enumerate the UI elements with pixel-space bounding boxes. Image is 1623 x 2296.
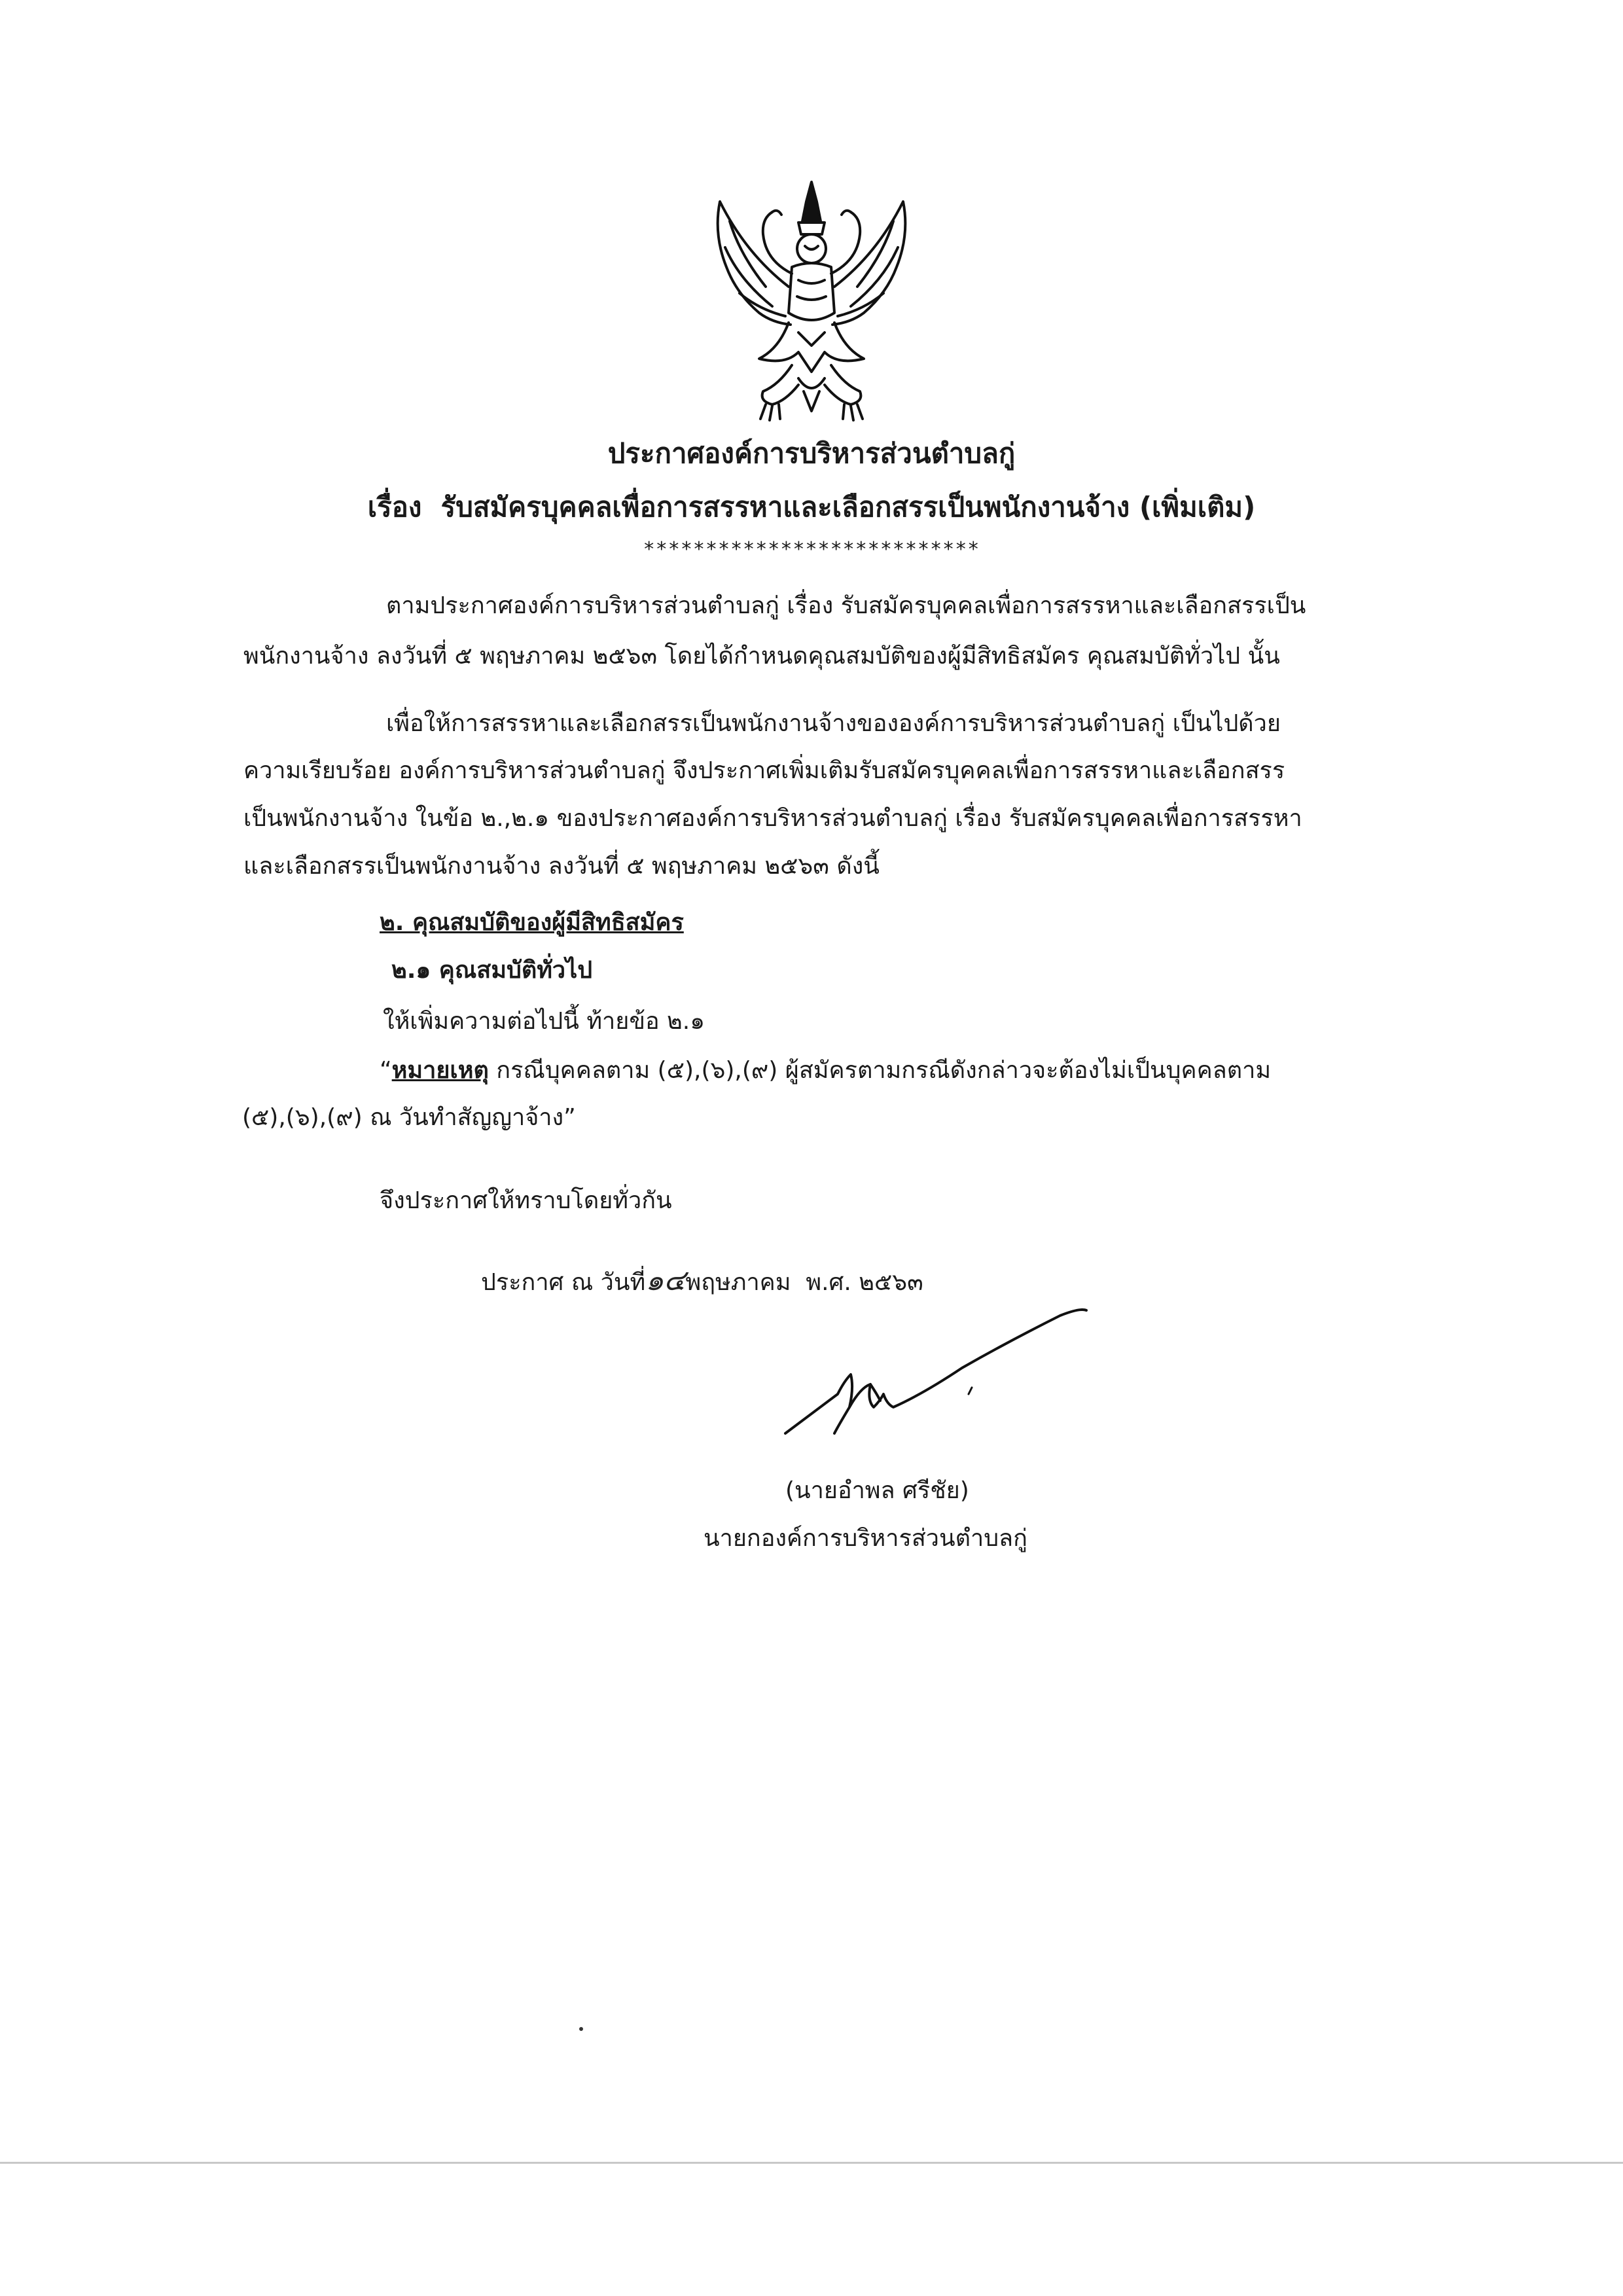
scan-fold-line: [0, 2162, 1623, 2164]
subject-label: เรื่อง: [367, 491, 422, 523]
paragraph1-line1: ตามประกาศองค์การบริหารส่วนตำบลกู่ เรื่อง รับสมัครบุคคลเพื่อการสรรหาและเลือกสรรเป็น: [386, 592, 1306, 619]
scan-speck: [579, 2027, 583, 2031]
date-year: ๒๕๖๓: [859, 1269, 923, 1296]
garuda-emblem: [700, 175, 923, 424]
paragraph2-line4: และเลือกสรรเป็นพนักงานจ้าง ลงวันที่ ๕ พฤษภาคม ๒๕๖๓ ดังนี้: [243, 853, 880, 880]
paragraph2-line2: ความเรียบร้อย องค์การบริหารส่วนตำบลกู่ จึงประกาศเพิ่มเติมรับสมัครบุคคลเพื่อการสรรหาและเลือกสรร: [243, 757, 1285, 784]
closing-text: จึงประกาศให้ทราบโดยทั่วกัน: [380, 1187, 672, 1214]
note-text: กรณีบุคคลตาม (๕),(๖),(๙) ผู้สมัครตามกรณีดังกล่าวจะต้องไม่เป็นบุคคลตาม: [488, 1057, 1272, 1084]
title-separator: ***************************: [643, 538, 980, 561]
date-prefix: ประกาศ ณ วันที่: [481, 1269, 646, 1296]
instruction-text: ให้เพิ่มความต่อไปนี้ ท้ายข้อ ๒.๑: [383, 1008, 705, 1035]
announcement-date: [481, 1266, 923, 1295]
paragraph1-line2: พนักงานจ้าง ลงวันที่ ๕ พฤษภาคม ๒๕๖๓ โดยได้กำหนดคุณสมบัติของผู้มีสิทธิสมัคร คุณสมบัติทั่วไป นั้น: [243, 643, 1280, 670]
handwritten-day: ๑๔: [645, 1264, 686, 1297]
announcement-title: ประกาศองค์การบริหารส่วนตำบลกู่: [607, 437, 1016, 469]
paragraph2-line3: เป็นพนักงานจ้าง ในข้อ ๒.,๒.๑ ของประกาศองค์การบริหารส่วนตำบลกู่ เรื่อง รับสมัครบุคคลเพื่อการสรรหา: [243, 805, 1302, 832]
signatory-position: นายกองค์การบริหารส่วนตำบลกู่: [704, 1525, 1027, 1552]
note-label: หมายเหตุ: [391, 1057, 489, 1084]
section-heading: ๒. คุณสมบัติของผู้มีสิทธิสมัคร: [380, 909, 684, 936]
subsection-heading: ๒.๑ คุณสมบัติทั่วไป: [391, 957, 593, 984]
subject-text: รับสมัครบุคคลเพื่อการสรรหาและเลือกสรรเป็นพนักงานจ้าง (เพิ่มเติม): [440, 491, 1256, 523]
signatory-name: (นายอำพล ศรีชัย): [785, 1477, 969, 1504]
date-era: พ.ศ.: [806, 1269, 851, 1296]
date-month: พฤษภาคม: [685, 1269, 791, 1296]
announcement-subject: [0, 486, 1623, 529]
note-open-quote: “: [380, 1057, 392, 1084]
signature: [772, 1302, 1139, 1460]
note-line2: (๕),(๖),(๙) ณ วันทำสัญญาจ้าง”: [242, 1104, 576, 1131]
note-line1: [380, 1059, 1271, 1083]
paragraph2-line1: เพื่อให้การสรรหาและเลือกสรรเป็นพนักงานจ้างขององค์การบริหารส่วนตำบลกู่ เป็นไปด้วย: [386, 710, 1281, 737]
